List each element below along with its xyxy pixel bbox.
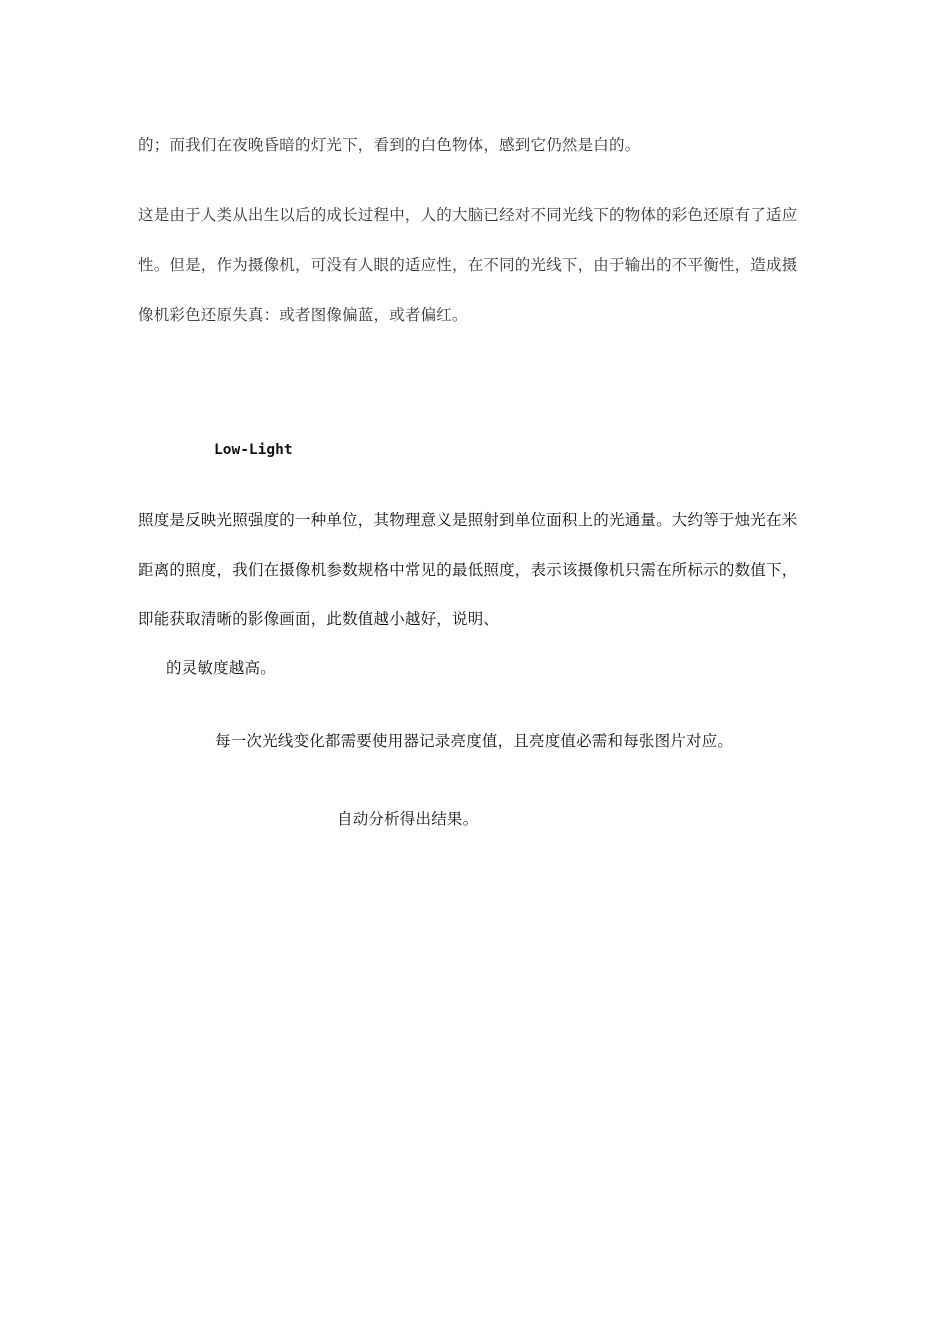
paragraph-2-line-3: 像机彩色还原失真：或者图像偏蓝，或者偏红。 [138, 306, 468, 324]
paragraph-2-line-2: 性。但是，作为摄像机，可没有人眼的适应性，在不同的光线下，由于输出的不平衡性，造成摄 [138, 256, 798, 274]
paragraph-3-line-4: 的灵敏度越高。 [166, 659, 276, 677]
section-heading: Low-Light [214, 442, 293, 458]
paragraph-3-line-3: 即能获取清晰的影像画面，此数值越小越好，说明、 [138, 610, 500, 628]
note-line-1: 每一次光线变化都需要使用器记录亮度值，且亮度值必需和每张图片对应。 [215, 732, 734, 750]
note-line-2: 自动分析得出结果。 [337, 810, 479, 828]
paragraph-1-line-1: 的；而我们在夜晚昏暗的灯光下，看到的白色物体，感到它仍然是白的。 [138, 136, 641, 154]
paragraph-3-line-1: 照度是反映光照强度的一种单位，其物理意义是照射到单位面积上的光通量。大约等于烛光在米 [138, 511, 798, 529]
paragraph-3-line-2: 距离的照度，我们在摄像机参数规格中常见的最低照度，表示该摄像机只需在所标示的数值下， [138, 561, 798, 579]
paragraph-2-line-1: 这是由于人类从出生以后的成长过程中，人的大脑已经对不同光线下的物体的彩色还原有了适应 [138, 206, 798, 224]
